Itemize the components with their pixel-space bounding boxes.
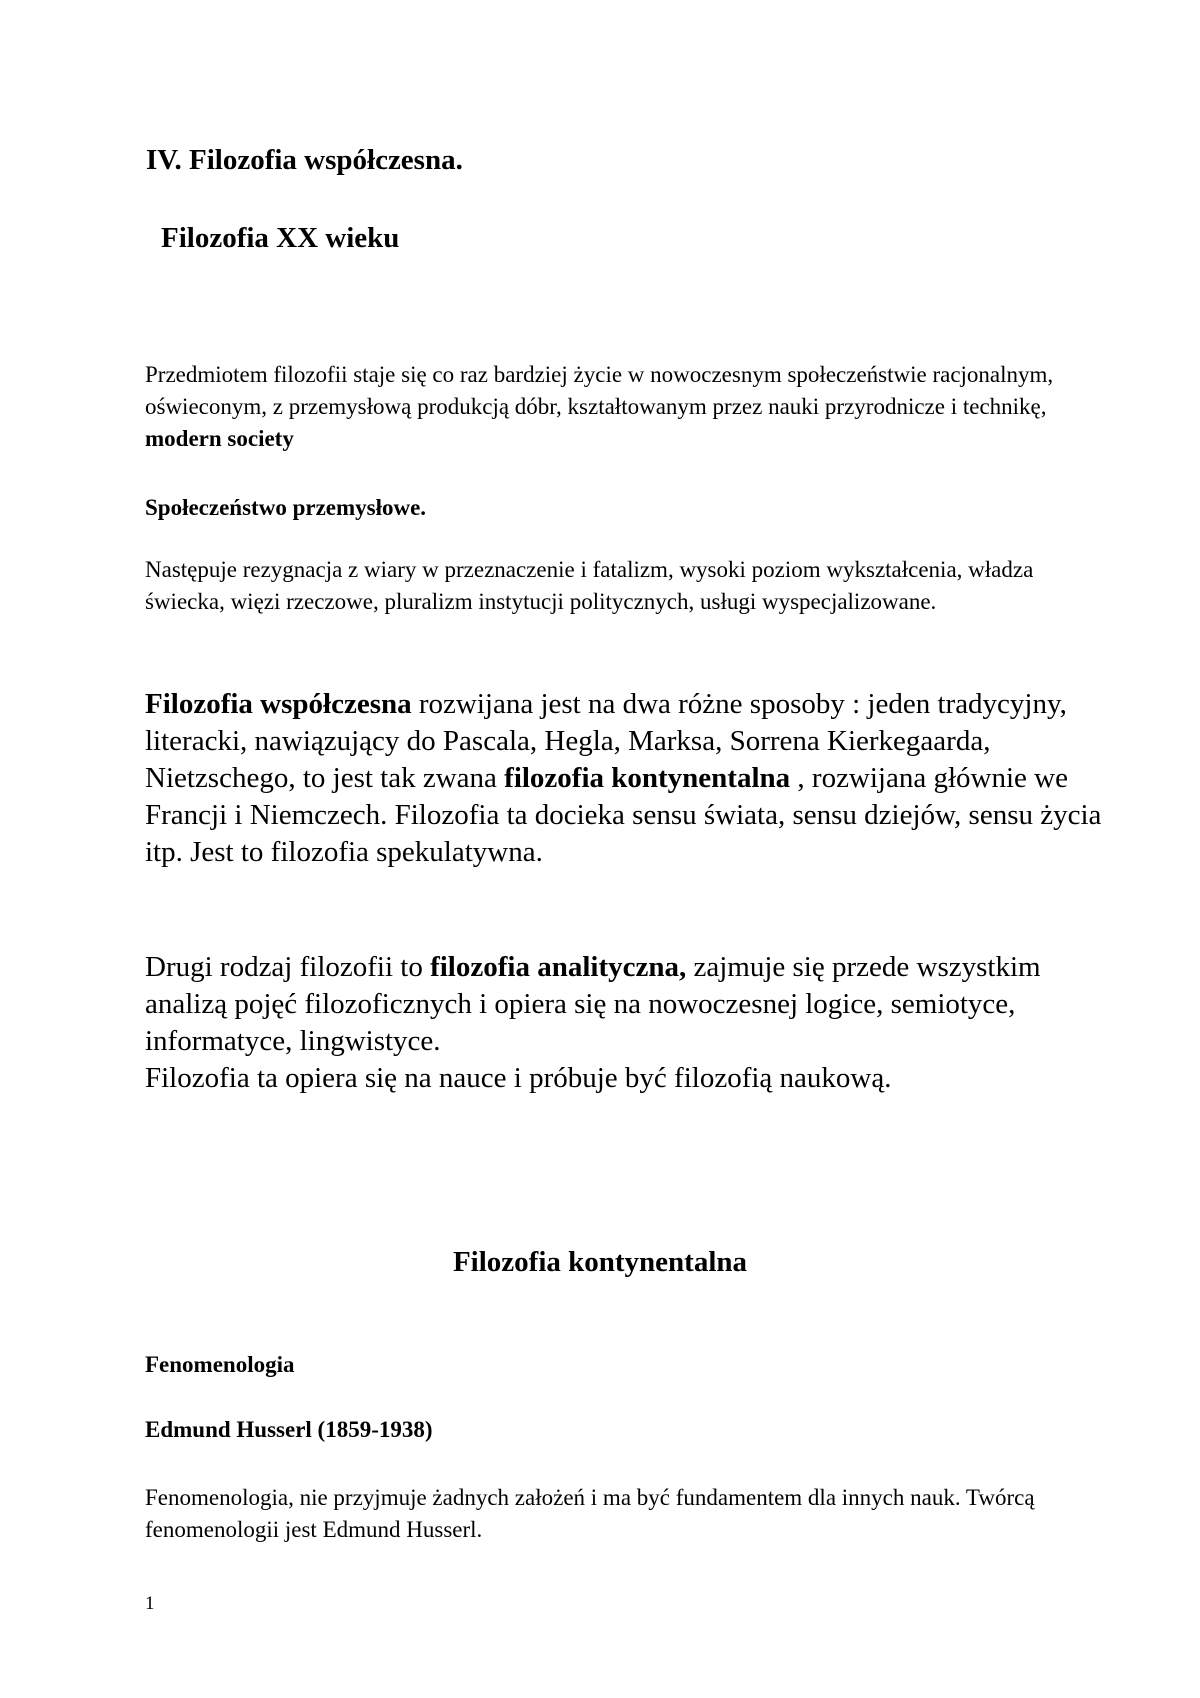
- intro-paragraph: [145, 359, 1105, 455]
- analytic-bold-term: filozofia analityczna,: [430, 951, 687, 983]
- analytic-paragraph: [145, 949, 1105, 1097]
- page-number: 1: [145, 1593, 155, 1614]
- analytic-text-2: zajmuje się przede wszystkim analizą pojęć filozoficznych i opiera się na nowoczesnej logice, semiotyce, informatyce, lingwistyce.: [145, 951, 1041, 1057]
- intro-bold-term: modern society: [145, 426, 294, 451]
- continental-heading: Filozofia kontynentalna: [452, 1246, 748, 1278]
- husserl-heading: Edmund Husserl (1859-1938): [145, 1417, 433, 1442]
- analytic-text-3: Filozofia ta opiera się na nauce i próbuje być filozofią naukową.: [145, 1062, 892, 1094]
- page-title: IV. Filozofia współczesna.: [146, 144, 463, 176]
- contemporary-bold-term: Filozofia współczesna: [145, 688, 412, 720]
- page-subtitle: Filozofia XX wieku: [161, 222, 400, 254]
- analytic-text-1: Drugi rodzaj filozofii to: [145, 951, 423, 983]
- intro-text: Przedmiotem filozofii staje się co raz bardziej życie w nowoczesnym społeczeństwie racjonalnym, oświeconym, z przemysłową produkcją dóbr, kształtowanym przez nauki przyrodnicze i technikę,: [145, 362, 1054, 419]
- contemporary-paragraph: [145, 686, 1105, 871]
- contemporary-text-1: rozwijana jest na dwa różne sposoby : jeden tradycyjny, literacki, nawiązujący do Pascala, Hegla, Marksa, Sorrena Kierkegaarda, Nietzschego, to jest tak zwana: [145, 688, 1067, 794]
- continental-bold-term: filozofia kontynentalna: [504, 762, 791, 794]
- industrial-heading: Społeczeństwo przemysłowe.: [145, 495, 427, 520]
- contemporary-text-2: , rozwijana głównie we Francji i Niemczech. Filozofia ta docieka sensu świata, sensu dziejów, sensu życia itp. Jest to filozofia spekulatywna.: [145, 762, 1102, 868]
- phenomenology-heading: Fenomenologia: [145, 1352, 295, 1377]
- phenomenology-paragraph: Fenomenologia, nie przyjmuje żadnych założeń i ma być fundamentem dla innych nauk. Twórcą fenomenologii jest Edmund Husserl.: [145, 1485, 1035, 1542]
- industrial-paragraph: Następuje rezygnacja z wiary w przeznaczenie i fatalizm, wysoki poziom wykształcenia, władza świecka, więzi rzeczowe, pluralizm instytucji politycznych, usługi wyspecjalizowane.: [145, 557, 1034, 614]
